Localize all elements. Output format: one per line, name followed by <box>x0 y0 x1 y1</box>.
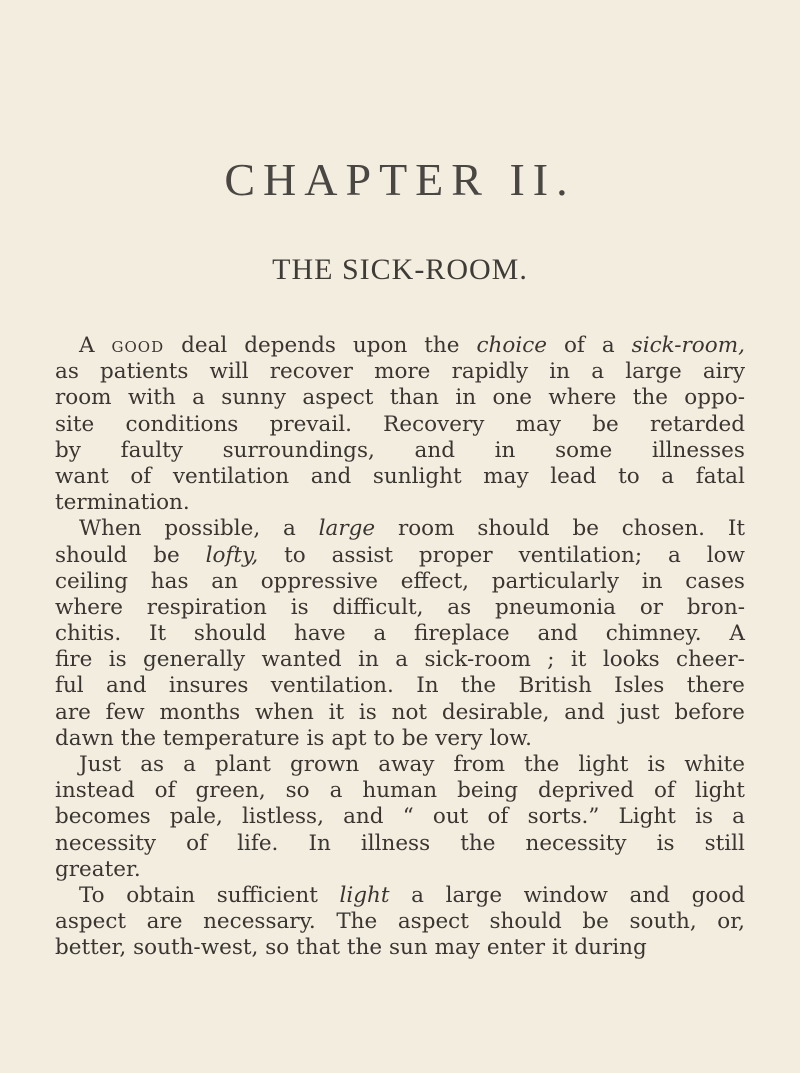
text-line <box>55 595 745 621</box>
word: the <box>632 385 668 411</box>
word: and <box>537 621 578 647</box>
word: low. <box>489 725 532 751</box>
word: is <box>647 752 666 777</box>
section-title: THE SICK-ROOM. <box>272 253 528 286</box>
word: of <box>563 333 585 358</box>
word: is <box>306 725 325 751</box>
word: a <box>183 752 196 777</box>
word: is <box>108 647 127 673</box>
text-line <box>55 883 745 909</box>
word: cheer- <box>676 647 745 673</box>
word: be <box>592 411 619 437</box>
word: particularly <box>491 568 620 594</box>
word: is <box>656 830 675 856</box>
word: The <box>336 909 378 935</box>
word: illness <box>360 830 431 856</box>
word: a <box>329 778 343 804</box>
word: necessity <box>525 830 627 856</box>
word: greater. <box>55 856 141 882</box>
text-line <box>55 752 745 778</box>
word: in <box>494 437 516 463</box>
word: may <box>483 463 529 489</box>
word: better, <box>55 935 127 961</box>
word: in <box>358 647 379 673</box>
text-line <box>55 333 745 359</box>
word: sorts.” <box>527 804 600 830</box>
word: British <box>518 673 592 699</box>
word: where <box>55 594 123 620</box>
word: as <box>447 594 472 620</box>
word: chosen. <box>621 516 706 542</box>
word: of <box>154 778 176 804</box>
word: the <box>346 935 383 961</box>
word: effect, <box>400 568 469 594</box>
word: looks <box>602 647 660 673</box>
word: of <box>654 778 675 804</box>
word: there <box>686 673 745 699</box>
text-line <box>55 569 745 595</box>
text-line <box>55 438 745 464</box>
word: a <box>192 385 205 411</box>
word: or <box>639 594 664 620</box>
word: it <box>570 647 587 673</box>
word: a <box>667 542 681 568</box>
word: large <box>625 359 682 385</box>
word: be <box>401 725 429 751</box>
text-line <box>55 464 745 490</box>
word: patients <box>100 359 189 385</box>
word: sunlight <box>372 463 462 489</box>
text-line <box>55 726 745 752</box>
word: in <box>641 568 663 594</box>
word: ful <box>55 673 84 699</box>
word: few <box>105 699 145 725</box>
word: aspect <box>302 385 374 411</box>
word: window <box>523 882 608 908</box>
word: and <box>343 804 384 830</box>
word: out <box>432 804 469 830</box>
text-line <box>55 647 745 673</box>
word: room <box>55 385 112 411</box>
word: the <box>524 752 560 777</box>
word: pale, <box>169 804 223 830</box>
word: it <box>551 935 568 961</box>
text-line <box>55 831 745 857</box>
word: a <box>591 359 605 385</box>
word: conditions <box>125 411 239 437</box>
word: obtain <box>126 882 196 908</box>
word: and <box>564 699 605 725</box>
word: pneumonia <box>494 594 616 620</box>
word: life. <box>237 830 279 856</box>
word: large <box>445 882 503 908</box>
word: the <box>120 725 156 751</box>
text-line <box>55 778 745 804</box>
word: sunny <box>221 385 287 411</box>
word: when <box>254 699 314 725</box>
word: should <box>477 516 550 542</box>
word: is <box>695 804 713 830</box>
word: fire <box>55 647 93 673</box>
word: some <box>555 437 613 463</box>
word: in <box>455 385 477 411</box>
word: “ <box>402 804 414 830</box>
word: Recovery <box>383 411 485 437</box>
word: aspect <box>397 909 469 935</box>
word: airy <box>702 359 745 385</box>
word: is <box>358 699 377 725</box>
word: site <box>55 411 95 437</box>
word: deal <box>181 333 228 358</box>
word: sick-room <box>424 647 531 673</box>
text-line <box>55 359 745 385</box>
word: A <box>729 621 745 647</box>
word: light <box>578 752 629 777</box>
text-line <box>55 857 745 883</box>
word: one <box>492 385 532 411</box>
word: sun <box>389 935 428 961</box>
word: are <box>55 699 91 725</box>
word: that <box>296 935 341 961</box>
word: and <box>106 673 147 699</box>
word: fireplace <box>414 621 510 647</box>
word: from <box>453 752 506 777</box>
text-line <box>55 909 745 935</box>
word: sufficient <box>216 882 318 908</box>
word: as <box>55 359 79 385</box>
word: desirable, <box>441 699 550 725</box>
text-line <box>55 385 745 411</box>
chapter-heading: CHAPTER II. <box>224 154 576 205</box>
word: during <box>574 935 647 961</box>
text-line <box>55 490 745 516</box>
word: oppo- <box>684 385 745 411</box>
word: just <box>619 699 660 725</box>
word: where <box>548 385 617 411</box>
word: in <box>549 359 571 385</box>
word: of <box>130 463 152 489</box>
word: of <box>186 830 208 856</box>
word: rapidly <box>451 359 529 385</box>
word: good <box>691 882 745 908</box>
word: a <box>601 333 615 358</box>
word: instead <box>55 778 135 804</box>
word: large <box>318 516 376 542</box>
word: It <box>727 516 745 542</box>
text-line <box>55 804 745 830</box>
word: When <box>79 516 142 542</box>
word: chimney. <box>605 621 702 647</box>
word: south-west, <box>133 935 259 961</box>
word: necessary. <box>203 909 316 935</box>
word: enter <box>486 935 546 961</box>
word: ; <box>547 647 555 673</box>
word: wanted <box>261 647 342 673</box>
text-line <box>55 935 745 961</box>
word: cases <box>685 568 745 594</box>
word: sick-room, <box>631 333 745 358</box>
word: Just <box>79 752 122 777</box>
word: prevail. <box>269 411 352 437</box>
word: becomes <box>55 804 151 830</box>
word: depends <box>244 333 336 358</box>
word: to <box>618 463 640 489</box>
word: possible, <box>164 516 261 542</box>
word: of <box>487 804 509 830</box>
word: proper <box>418 542 493 568</box>
word: ventilation; <box>518 542 643 568</box>
text-line <box>55 543 745 569</box>
word: being <box>457 778 519 804</box>
text-line <box>55 621 745 647</box>
word: In <box>416 673 439 699</box>
word: termination. <box>55 490 190 516</box>
word: temperature <box>162 725 300 751</box>
word: is <box>290 594 309 620</box>
word: very <box>435 725 483 751</box>
word: chitis. <box>55 621 122 647</box>
word: dawn <box>55 725 114 751</box>
word: oppressive <box>260 568 378 594</box>
word: may <box>434 935 480 961</box>
word: fatal <box>695 463 745 489</box>
word: want <box>55 463 109 489</box>
word: room <box>397 516 455 542</box>
word: by <box>55 437 81 463</box>
word: aspect <box>55 909 127 935</box>
word: human <box>362 778 438 804</box>
word: more <box>374 359 431 385</box>
word: ventilation <box>172 463 290 489</box>
word: have <box>294 621 346 647</box>
word: not <box>391 699 428 725</box>
word: than <box>389 385 439 411</box>
word: so <box>285 778 310 804</box>
word: In <box>308 830 331 856</box>
word: bron- <box>686 594 745 620</box>
text-line <box>55 516 745 542</box>
word: should <box>193 621 267 647</box>
word: difficult, <box>332 594 424 620</box>
word: lead <box>550 463 597 489</box>
word: lofty, <box>205 542 259 568</box>
word: months <box>159 699 241 725</box>
word: light <box>339 882 390 908</box>
word: upon <box>352 333 408 358</box>
word: still <box>704 830 745 856</box>
word: generally <box>143 647 246 673</box>
word: or, <box>717 909 745 935</box>
word: faulty <box>120 437 183 463</box>
word: away <box>378 752 435 777</box>
word: as <box>140 752 165 777</box>
word: will <box>209 359 249 385</box>
word: with <box>127 385 176 411</box>
word: assist <box>331 542 394 568</box>
word: To <box>79 882 105 908</box>
word: white <box>684 752 745 777</box>
word: the <box>460 830 496 856</box>
word: Light <box>618 804 676 830</box>
word: Isles <box>614 673 665 699</box>
word: may <box>515 411 561 437</box>
word: choice <box>476 333 547 358</box>
word: the <box>424 333 460 358</box>
text-line <box>55 412 745 438</box>
word: surroundings, <box>222 437 375 463</box>
word: low <box>706 542 745 568</box>
word: plant <box>214 752 271 777</box>
text-line <box>55 673 745 699</box>
word: illnesses <box>651 437 745 463</box>
word: a <box>373 621 387 647</box>
word: It <box>148 621 167 647</box>
word: and <box>414 437 455 463</box>
word: an <box>211 568 238 594</box>
word: a <box>395 647 409 673</box>
word: and <box>629 882 670 908</box>
word: to <box>284 542 306 568</box>
word: a <box>732 804 745 830</box>
word: ventilation. <box>270 673 394 699</box>
word: a <box>661 463 675 489</box>
word: be <box>153 542 180 568</box>
word: listless, <box>241 804 324 830</box>
word: has <box>150 568 189 594</box>
word: and <box>310 463 352 489</box>
body-text <box>55 333 745 962</box>
word: good <box>111 333 165 358</box>
word: a <box>411 882 424 908</box>
word: a <box>283 516 296 542</box>
word: be <box>572 516 599 542</box>
word: deprived <box>538 778 635 804</box>
word: ceiling <box>55 568 129 594</box>
word: light <box>694 778 745 804</box>
word: recover <box>269 359 353 385</box>
word: grown <box>289 752 360 777</box>
word: necessity <box>55 830 157 856</box>
word: green, <box>195 778 266 804</box>
word: so <box>265 935 290 961</box>
word: should <box>55 542 128 568</box>
word: south, <box>629 909 697 935</box>
word: it <box>328 699 345 725</box>
word: the <box>460 673 497 699</box>
word: A <box>79 333 95 358</box>
word: before <box>674 699 745 725</box>
text-line <box>55 700 745 726</box>
word: apt <box>331 725 367 751</box>
word: respiration <box>146 594 267 620</box>
word: retarded <box>649 411 745 437</box>
word: should <box>489 909 562 935</box>
word: to <box>373 725 396 751</box>
word: are <box>146 909 183 935</box>
word: be <box>582 909 609 935</box>
word: insures <box>168 673 249 699</box>
